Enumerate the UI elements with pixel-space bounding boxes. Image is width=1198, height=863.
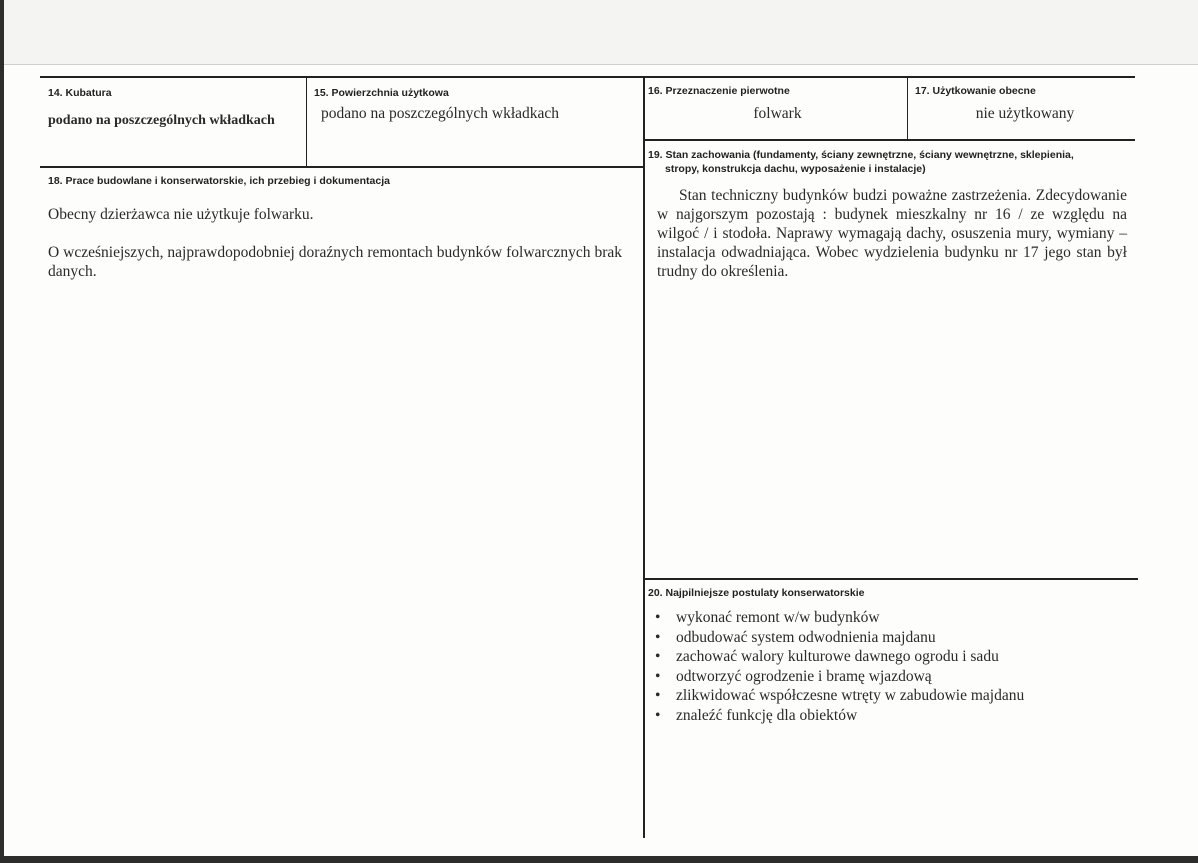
- field-19-label: [648, 148, 1074, 176]
- list-item: • wykonać remont w/w budynków: [655, 608, 1125, 628]
- list-item: • odtworzyć ogrodzenie i bramę wjazdową: [655, 667, 1125, 687]
- field-18-label: 18. Prace budowlane i konserwatorskie, ich przebieg i dokumentacja: [48, 175, 390, 187]
- list-item: • zlikwidować współczesne wtręty w zabudowie majdanu: [655, 686, 1125, 706]
- scan-edge-bottom: [0, 856, 1198, 863]
- field-18-paragraph-1: Obecny dzierżawca nie użytkuje folwarku.: [48, 206, 314, 223]
- scan-edge-left: [0, 0, 4, 863]
- divider-14-15: [306, 76, 307, 166]
- list-item: • odbudować system odwodnienia majdanu: [655, 628, 1125, 648]
- field-18-paragraph-2: O wcześniejszych, najprawdopodobniej doraźnych remontach budynków folwarcznych brak danych.: [48, 244, 622, 280]
- field-14-value: podano na poszczególnych wkładkach: [48, 113, 275, 128]
- field-15-label: 15. Powierzchnia użytkowa: [314, 87, 449, 99]
- divider-19-20: [643, 578, 1138, 580]
- field-19-text: Stan techniczny budynków budzi poważne zastrzeżenia. Zdecydowanie w najgorszym pozostają : budynek mieszkalny nr 16 / ze względu na wilgoć / i stodoła. Naprawy wymagają dachy, osuszenia mury, wymiany – instalacja odwadniająca. Wobec wydzielenia budynku nr 17 jego stan był trudny do określenia.: [657, 187, 1127, 280]
- field-19-label-line-2: stropy, konstrukcja dachu, wyposażenie i instalacje): [665, 163, 926, 175]
- scan-top-margin: [0, 0, 1198, 65]
- list-item: • zachować walory kulturowe dawnego ogrodu i sadu: [655, 647, 1125, 667]
- field-20-list: [655, 608, 1125, 725]
- field-14-label: 14. Kubatura: [48, 87, 112, 99]
- field-17-value: nie użytkowany: [975, 105, 1075, 122]
- table-top-border: [40, 76, 1135, 78]
- divider-row-right: [643, 139, 1135, 141]
- field-16-value: folwark: [753, 105, 802, 122]
- divider-row-left: [40, 166, 643, 168]
- field-20-label: 20. Najpilniejsze postulaty konserwatorskie: [648, 587, 865, 599]
- field-17-label: 17. Użytkowanie obecne: [915, 85, 1036, 97]
- field-16-label: 16. Przeznaczenie pierwotne: [648, 85, 790, 97]
- list-item: • znaleźć funkcję dla obiektów: [655, 706, 1125, 726]
- divider-center: [643, 76, 645, 838]
- divider-16-17: [907, 76, 908, 139]
- field-15-value: podano na poszczególnych wkładkach: [321, 105, 560, 122]
- field-19-label-line-1: 19. Stan zachowania (fundamenty, ściany zewnętrzne, ściany wewnętrzne, sklepienia,: [648, 149, 1074, 161]
